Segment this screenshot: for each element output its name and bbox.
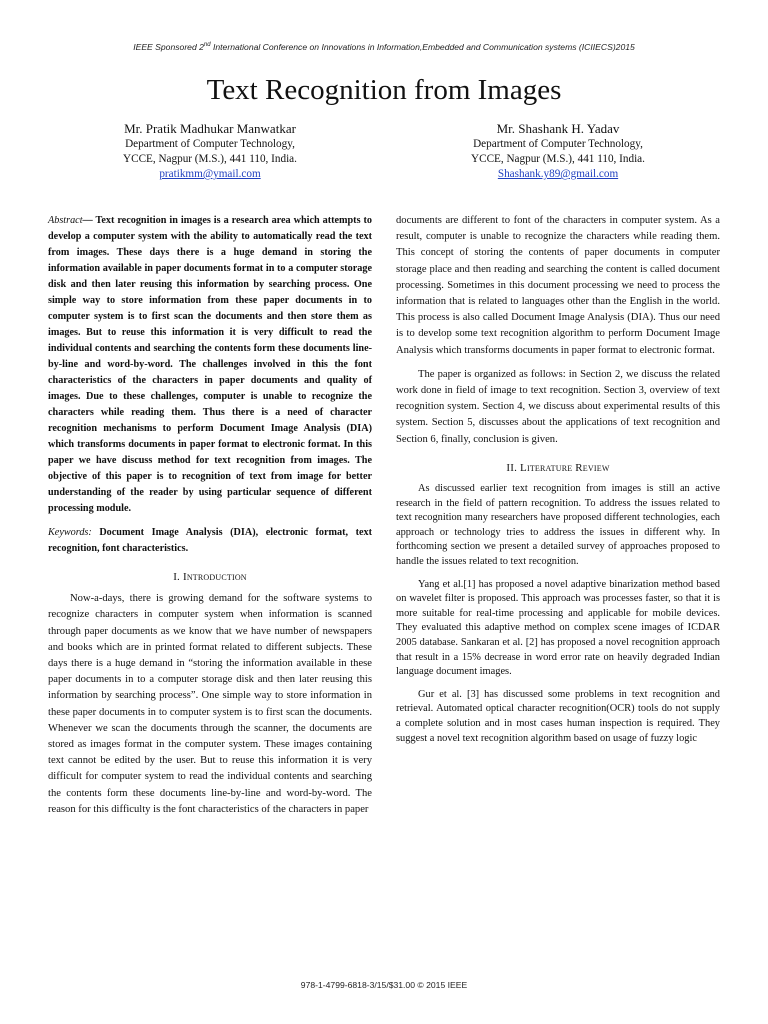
- author-block-1: [80, 120, 340, 182]
- author-department: Department of Computer Technology,: [473, 138, 643, 150]
- literature-paragraph: Yang et al.[1] has proposed a novel adaptive binarization method based on wavelet filter is proposed. This approach was processes faster, so that it is more suitable for real-time processing and applicable for mobile devices. They evaluated this adaptive method on complex scene images of ICDAR 2005 database. Sankaran et al. [2] has proposed a novel recognition approach that result in a 15% decrease in word error rate on heavily degraded Indian language document images.: [396, 578, 720, 678]
- section-heading-introduction: I. Introduction: [173, 571, 247, 583]
- abstract-label: Abstract: [48, 215, 83, 226]
- introduction-continued-paragraph: documents are different to font of the characters in computer system. As a result, computer is unable to recognize the characters while reading them. This concept of storing the contents of paper documents in computer storage place and then reading and searching the content is called document processing. Sometimes in this document processing we need to process the information that is related to languages other than the English in the world. This process is also called Document Image Analysis (DIA). Thus our need is to develop some text recognition algorithm to perform Document Image Analysis which transforms documents in paper format to electronic format.: [396, 215, 720, 356]
- literature-paragraph: Gur et al. [3] has discussed some problems in text recognition and retrieval. Automated optical character recognition(OCR) tools do not supply a complete solution and in most cases human inspection is required. They suggest a novel text recognition algorithm based on usage of fuzzy logic: [396, 688, 720, 744]
- keywords-text: Document Image Analysis (DIA), electronic format, text recognition, font characteristics.: [48, 527, 372, 554]
- conference-header: [0, 42, 768, 52]
- author-name: Mr. Shashank H. Yadav: [496, 121, 620, 136]
- author-email-link[interactable]: Shashank.y89@gmail.com: [497, 168, 619, 180]
- copyright-footer: 978-1-4799-6818-3/15/$31.00 © 2015 IEEE: [300, 980, 468, 990]
- section-heading-literature-review: II. Literature Review: [506, 461, 610, 474]
- conference-header-pre: IEEE Sponsored 2: [133, 42, 204, 52]
- organization-paragraph: The paper is organized as follows: in Section 2, we discuss the related work done in field of image to text recognition. Section 3, overview of text recognition system. Section 4, we discuss about experimental results of this system. Section 5, discusses about the applications of text recognition and Section 6, finally, conclusion is given.: [396, 368, 720, 445]
- author-block-2: [428, 120, 688, 182]
- introduction-paragraph: Now-a-days, there is growing demand for the software systems to recognize characters in computer system when information is scanned through paper documents as we know that we have number of newspapers and books which are in printed format related to different subjects. These days there is a huge demand in “storing the information available in these paper documents in to a computer storage disk and then later reusing this information by searching process”. One simple way to store information in these paper documents in to computer system is to first scan the documents. Whenever we scan the documents through the scanner, the documents are stored as images format in the computer system. These images containing text cannot be edited by the user. But to reuse this information it is very difficult for computer system to read the individual contents and searching the contents form these documents line-by-line and word-by-word. The reason for this difficulty is the font characteristics of the characters in paper: [48, 593, 372, 815]
- conference-header-sup: nd: [203, 42, 211, 49]
- abstract-text: — Text recognition in images is a research area which attempts to develop a computer system with the ability to automatically read the text from images. These days there is a huge demand in storing the information available in paper documents format in to a computer storage disk and then later reusing this information by searching process. One simple way to store information from these paper documents in to computer system is to first scan the documents and then store them as images. But to reuse this information it is very difficult to read the individual contents and searching the contents form these documents line-by-line and word-by-word. The challenges involved in this the font characteristics of the characters in paper documents and quality of images. Due to these challenges, computer is unable to recognize the characters while reading them. Thus there is a need of character recognition mechanisms to perform Document Image Analysis (DIA) which transforms documents in paper format to electronic format. In this paper we have discuss method for text recognition from images. The objective of this paper is to recognition of text from image for better understanding of the reader by using particular sequence of different processing module.: [48, 215, 372, 514]
- keywords-label: Keywords:: [48, 527, 92, 538]
- author-address: YCCE, Nagpur (M.S.), 441 110, India.: [471, 153, 645, 165]
- conference-header-post: International Conference on Innovations in Information,Embedded and Communication systems (ICIIECS)2015: [210, 42, 635, 52]
- left-column: [48, 213, 372, 818]
- author-department: Department of Computer Technology,: [125, 138, 295, 150]
- paper-title: Text Recognition from Images: [206, 74, 562, 106]
- author-name: Mr. Pratik Madhukar Manwatkar: [124, 121, 296, 136]
- literature-paragraph: As discussed earlier text recognition from images is still an active research in the field of pattern recognition. To address the issues related to text recognition many researchers have proposed different technologies, each approach or technology tries to address the issues in different why. In forthcoming section we present a detailed survey of approaches proposed to handle the issues related to text recognition.: [396, 483, 720, 568]
- abstract: [48, 213, 372, 517]
- author-address: YCCE, Nagpur (M.S.), 441 110, India.: [123, 153, 297, 165]
- right-column: [396, 213, 720, 746]
- keywords: [48, 525, 372, 557]
- author-email-link[interactable]: pratikmm@ymail.com: [159, 168, 261, 180]
